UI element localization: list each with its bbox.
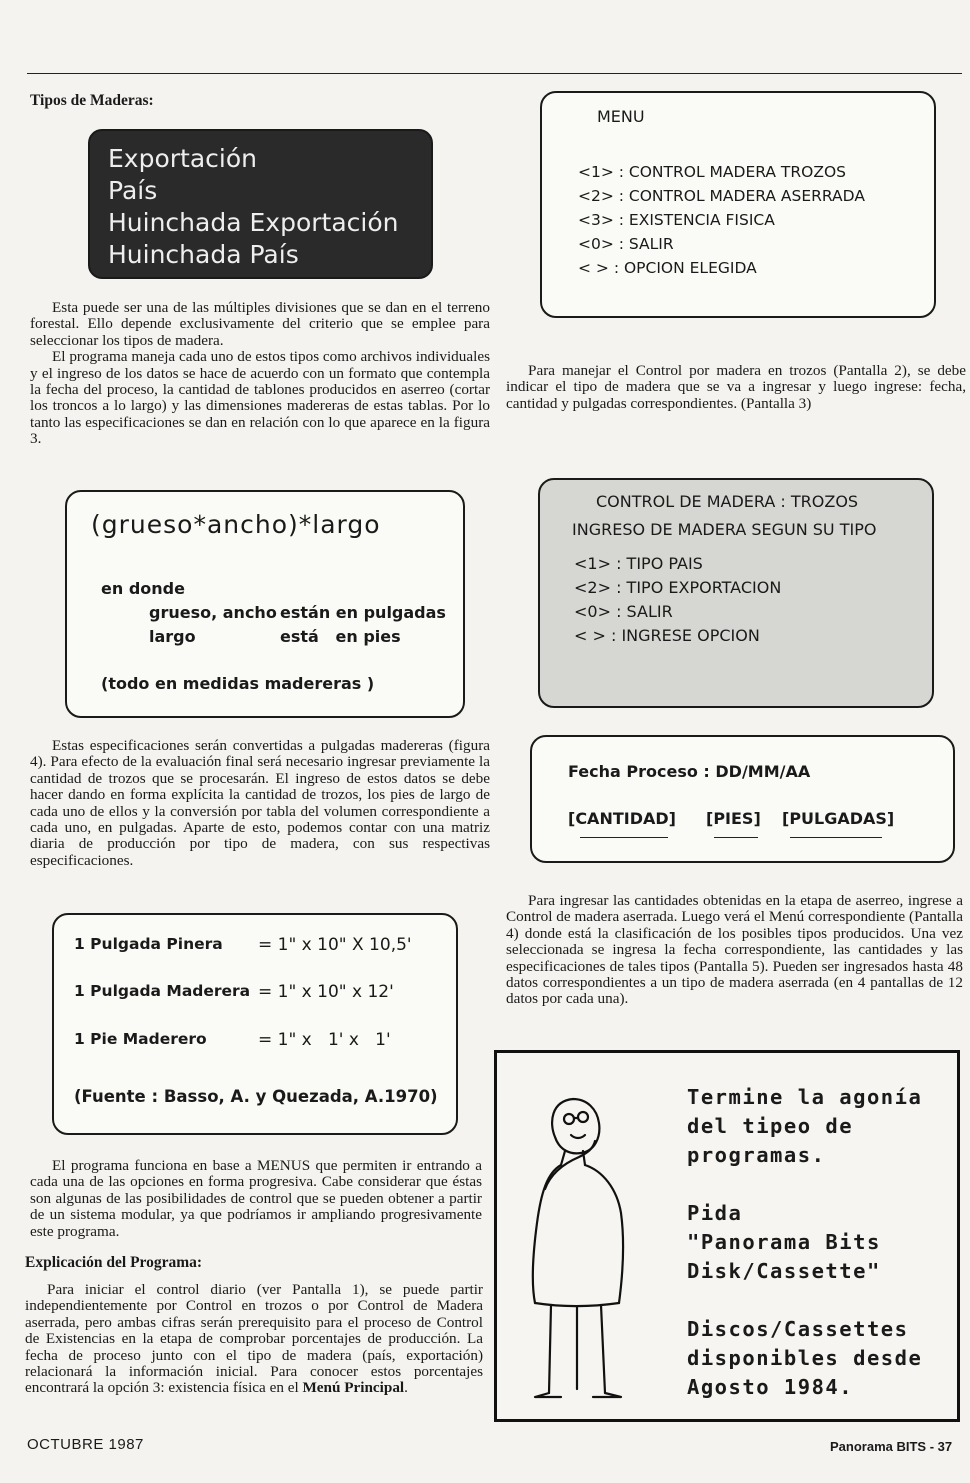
- paragraph: [25, 1282, 483, 1397]
- menu-title: MENU: [597, 107, 645, 126]
- paragraph-right-1: [506, 363, 966, 412]
- paragraph: Para ingresar las cantidades obtenidas en la etapa de aserreo, ingrese a Control de madera aserrada. Luego verá el Menú correspondiente (Pantalla 4) donde está la clasificación de los posibles tipos producidos. Una vez seleccionada se ingresa la fecha correspondiente, las cantidades y las especificaciones de tales tipos (Pantalla 5). Pueden ser ingresados hasta 48 datos correspondientes a un tipo de madera aserrada (en 4 pantallas de 12 datos por cada una).: [506, 892, 963, 1008]
- ad-line: Pida: [687, 1201, 743, 1225]
- wood-type-3: Huinchada Exportación: [108, 208, 399, 237]
- control-screen: [538, 478, 934, 708]
- wood-types-screen: [88, 129, 433, 279]
- ad-line: disponibles desde: [687, 1346, 923, 1370]
- date-screen: [530, 735, 955, 863]
- control-title: CONTROL DE MADERA : TROZOS: [596, 492, 859, 511]
- ad-line: programas.: [687, 1143, 826, 1167]
- wood-type-2: País: [108, 176, 158, 205]
- underline-pulgadas: [790, 837, 882, 838]
- ad-line: Termine la agonía: [687, 1085, 923, 1109]
- ad-line: del tipeo de: [687, 1114, 854, 1138]
- control-item-0: <0> : SALIR: [574, 602, 673, 621]
- menu-screen: [540, 91, 936, 318]
- unit-row-1-label: 1 Pulgada Pinera: [74, 935, 223, 953]
- wood-type-1: Exportación: [108, 144, 257, 173]
- field-pies: [PIES]: [706, 809, 761, 828]
- menu-item-2: <2> : CONTROL MADERA ASERRADA: [578, 187, 865, 205]
- paragraph-right-2: [506, 893, 963, 1008]
- control-item-1: <1> : TIPO PAIS: [574, 554, 703, 573]
- ad-line: Agosto 1984.: [687, 1375, 854, 1399]
- underline-pies: [714, 837, 758, 838]
- control-item-2: <2> : TIPO EXPORTACION: [574, 578, 782, 597]
- unit-row-3-label: 1 Pie Maderero: [74, 1030, 207, 1048]
- menu-item-0: <0> : SALIR: [578, 235, 674, 253]
- ad-spacer: [687, 1286, 957, 1315]
- formula-row1-value: están en pulgadas: [280, 603, 446, 622]
- units-source: (Fuente : Basso, A. y Quezada, A.1970): [74, 1087, 438, 1106]
- subheading: Explicación del Programa:: [25, 1254, 203, 1271]
- wood-type-4: Huinchada País: [108, 240, 299, 269]
- menu-item-1: <1> : CONTROL MADERA TROZOS: [578, 163, 847, 181]
- date-line: Fecha Proceso : DD/MM/AA: [568, 762, 811, 781]
- ad-line: Disk/Cassette": [687, 1259, 881, 1283]
- paragraph-left-3: [30, 1158, 482, 1240]
- menu-item-3: <3> : EXISTENCIA FISICA: [578, 211, 775, 229]
- ad-spacer: [687, 1170, 957, 1199]
- paragraph: Estas especificaciones serán convertidas a pulgadas madereras (figura 4). Para efecto de la evaluación final será necesario ingresar previamente la cantidad de trozos que se procesarán. El ingreso de estos datos se debe hacer dando en forma explícita la cantidad de trozos, los pies de largo de cada uno de ellos y la conversión por tabla del volumen correspondiente a cada uno, en pulgadas. Aparte de esto, podemos contar con una matriz diaria de producción por tipo de madera, con sus respectivas especificaciones.: [30, 737, 490, 869]
- paragraph-end: .: [404, 1379, 408, 1397]
- field-cantidad: [CANTIDAD]: [568, 809, 676, 828]
- formula-row1-label: grueso, ancho: [149, 603, 277, 622]
- ad-line: "Panorama Bits: [687, 1230, 881, 1254]
- paragraph-left-2: [30, 738, 490, 869]
- top-rule: [27, 73, 962, 74]
- ad-line: Discos/Cassettes: [687, 1317, 909, 1341]
- formula-note: (todo en medidas madereras ): [101, 674, 375, 693]
- footer-date: OCTUBRE 1987: [27, 1436, 144, 1453]
- paragraph-left-1: [30, 300, 490, 448]
- bold-menu-principal: Menú Principal: [302, 1379, 405, 1397]
- formula-text: (grueso*ancho)*largo: [91, 510, 381, 539]
- unit-row-1-value: = 1" x 10" X 10,5': [258, 935, 412, 955]
- control-subtitle: INGRESO DE MADERA SEGUN SU TIPO: [572, 520, 877, 539]
- ad-text: [687, 1083, 957, 1402]
- formula-row2-value: está en pies: [280, 627, 401, 646]
- menu-item-chosen: < > : OPCION ELEGIDA: [578, 259, 757, 277]
- units-screen: [52, 913, 458, 1135]
- field-pulgadas: [PULGADAS]: [782, 809, 895, 828]
- formula-row2-label: largo: [149, 627, 196, 646]
- control-item-input: < > : INGRESE OPCION: [574, 626, 760, 645]
- paragraph-left-4: [25, 1282, 483, 1397]
- unit-row-2-value: = 1" x 10" x 12': [258, 982, 394, 1002]
- en-donde-label: en donde: [101, 579, 185, 598]
- section-title: Tipos de Maderas:: [30, 92, 154, 109]
- ad-box: [494, 1050, 960, 1422]
- paragraph: El programa funciona en base a MENUS que permiten ir entrando a cada una de las opciones en forma progresiva. Cabe considerar que éstas son algunas de las posibilidades de control que se pueden obtener a partir de un sistema modular, ya que podríamos ir ampliando progresivamente este programa.: [30, 1157, 482, 1240]
- unit-row-3-value: = 1" x 1' x 1': [258, 1030, 391, 1050]
- formula-screen: [65, 490, 465, 718]
- paragraph: Para manejar el Control por madera en trozos (Pantalla 2), se debe indicar el tipo de madera que se va a ingresar y luego ingrese: fecha, cantidad y pulgadas correspondientes. (Pantalla 3): [506, 362, 966, 412]
- underline-cantidad: [580, 837, 668, 838]
- thinking-man-illustration: [521, 1093, 671, 1413]
- unit-row-2-label: 1 Pulgada Maderera: [74, 982, 251, 1000]
- paragraph-text: Para iniciar el control diario (ver Pantalla 1), se puede partir independientemente por Control en trozos o por Control de Madera aserrada, pero ambas cifras serán prerequisito para el proceso de Control de Existencias en la etapa de comprobar porcentajes de producción. La fecha de proceso junto con el tipo de madera (país, exportación) relacionará la información inicial. Para conocer estos porcentajes encontrará la opción 3: existencia física en el: [25, 1281, 483, 1397]
- paragraph: El programa maneja cada uno de estos tipos como archivos individuales y el ingreso de los datos se hace de acuerdo con un formato que contempla la fecha del proceso, la cantidad de tablones producidos en aserreo (cortar los troncos a lo largo) y las dimensiones madereras de estas tablas. Por lo tanto las especificaciones se dan en relación con lo que aparece en la figura 3.: [30, 348, 490, 448]
- footer-magazine-page: Panorama BITS - 37: [830, 1439, 953, 1454]
- paragraph: Esta puede ser una de las múltiples divisiones que se dan en el terreno forestal. Ello depende exclusivamente del criterio que se emplee para seleccionar los tipos de madera.: [30, 299, 490, 349]
